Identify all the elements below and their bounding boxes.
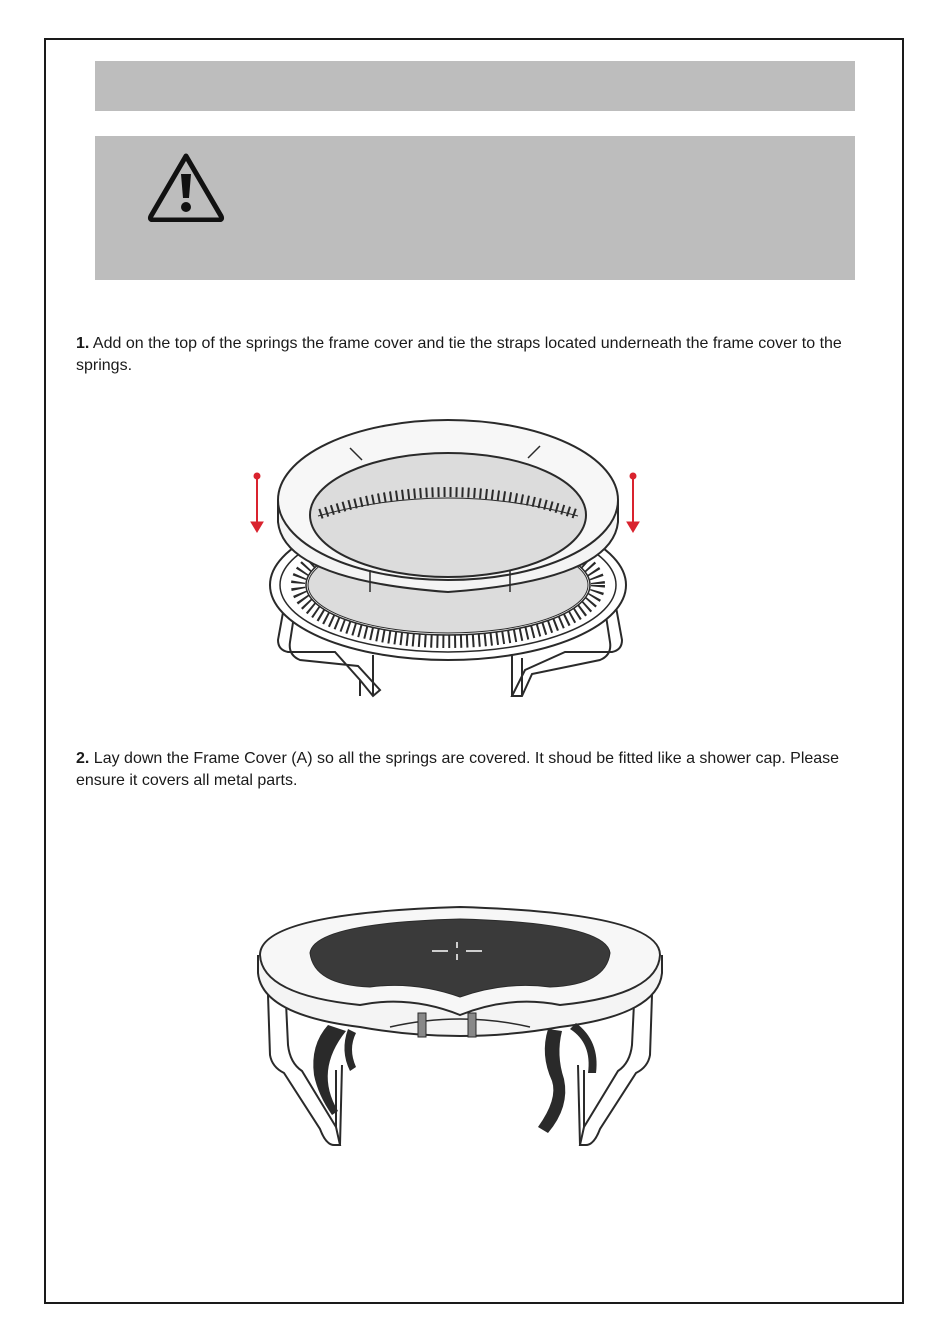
step-number: 1.	[76, 335, 90, 352]
step-number: 2.	[76, 750, 90, 767]
jumping-mat	[310, 919, 610, 997]
frame-cover-install-illustration	[240, 410, 660, 710]
step-1	[76, 333, 876, 377]
step-text: Add on the top of the springs the frame cover and tie the straps located underneath the frame cover to the springs.	[76, 335, 842, 374]
covered-trampoline-illustration	[240, 895, 680, 1165]
strap-left-2	[344, 1029, 356, 1071]
warning-triangle-icon	[147, 152, 225, 222]
step-text: Lay down the Frame Cover (A) so all the springs are covered. It shoud be fitted like a shower cap. Please ensure it covers all metal parts.	[76, 750, 840, 789]
warning-box	[95, 136, 855, 280]
step-2	[76, 748, 876, 792]
strap-right	[538, 1029, 565, 1133]
title-bar	[95, 61, 855, 111]
red-arrow-right	[627, 473, 639, 532]
red-arrow-left	[251, 473, 263, 532]
strap-right-2	[570, 1023, 597, 1073]
frame-cover-hole	[310, 453, 586, 577]
